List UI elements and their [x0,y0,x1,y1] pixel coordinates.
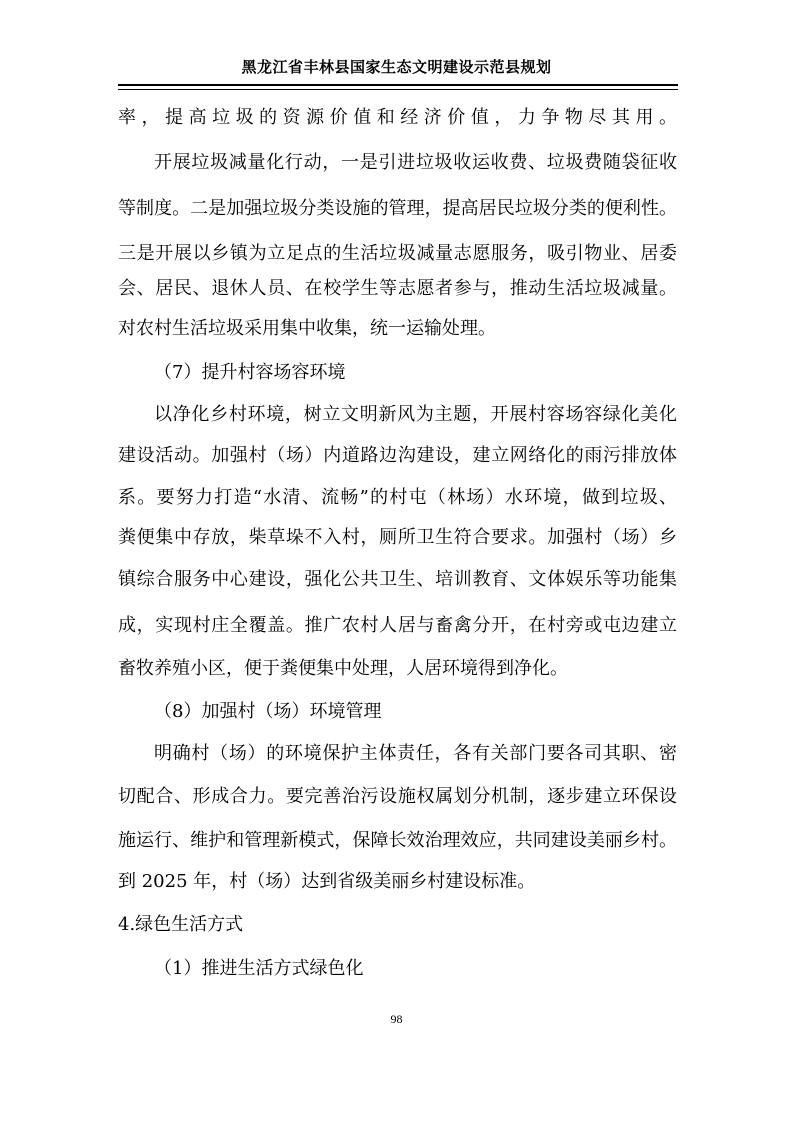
body-line: 到 2025 年，村（场）达到省级美丽乡村建设标准。 [118,871,536,892]
section-heading-4: 4.绿色生活方式 [118,914,244,935]
body-line: 三是开展以乡镇为立足点的生活垃圾减量志愿服务，吸引物业、居委 [118,243,677,264]
header-rule-thick [118,84,678,86]
body-line: 会、居民、退休人员、在校学生等志愿者参与，推动生活垃圾减量。 [118,278,677,299]
paragraph-first-line: 明确村（场）的环境保护主体责任，各有关部门要各司其职、密 [154,743,677,764]
body-line: 镇综合服务中心建设，强化公共卫生、培训教育、文体娱乐等功能集 [118,569,677,590]
section-heading-7: （7）提升村容场容环境 [154,362,346,383]
body-line: 系。要努力打造“水清、流畅”的村屯（林场）水环境，做到垃圾、 [118,487,677,508]
body-line: 率，提高垃圾的资源价值和经济价值，力争物尽其用。 [118,107,677,128]
section-heading-1: （1）推进生活方式绿色化 [154,958,364,979]
header-rule-thin [118,89,678,90]
body-line: 切配合、形成合力。要完善治污设施权属划分机制，逐步建立环保设 [118,786,677,807]
body-line: 施运行、维护和管理新模式，保障长效治理效应，共同建设美丽乡村。 [118,830,677,851]
document-title: 黑龙江省丰林县国家生态文明建设示范县规划 [241,58,552,76]
section-heading-8: （8）加强村（场）环境管理 [154,701,382,722]
body-line: 成，实现村庄全覆盖。推广农村人居与畜禽分开，在村旁或屯边建立 [118,615,677,636]
paragraph-first-line: 开展垃圾减量化行动，一是引进垃圾收运收费、垃圾费随袋征收 [154,152,677,173]
body-line: 对农村生活垃圾采用集中收集，统一运输处理。 [118,318,496,339]
body-line: 建设活动。加强村（场）内道路边沟建设，建立网络化的雨污排放体 [118,445,677,466]
body-line: 畜牧养殖小区，便于粪便集中处理，人居环境得到净化。 [118,658,568,679]
paragraph-first-line: 以净化乡村环境，树立文明新风为主题，开展村容场容绿化美化 [154,404,677,425]
page-number: 98 [390,1012,403,1026]
body-line: 粪便集中存放，柴草垛不入村，厕所卫生符合要求。加强村（场）乡 [118,527,677,548]
body-line: 等制度。二是加强垃圾分类设施的管理，提高居民垃圾分类的便利性。 [118,198,677,219]
